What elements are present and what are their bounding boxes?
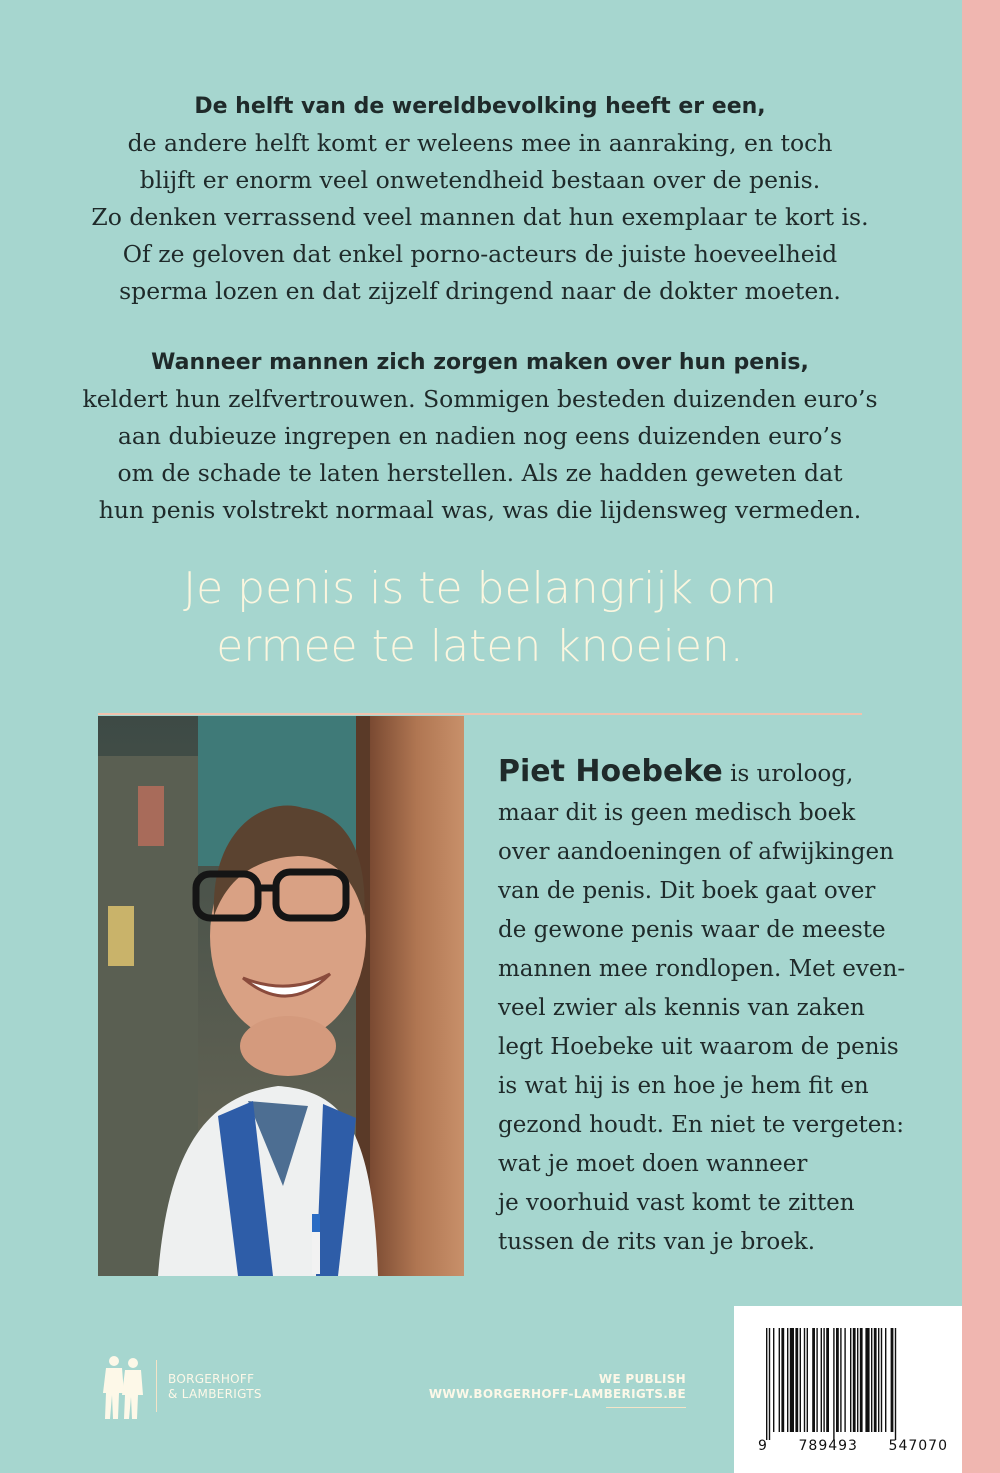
barcode-bar — [885, 1328, 886, 1432]
barcode-bar — [766, 1328, 767, 1440]
author-portrait-illustration — [98, 716, 464, 1276]
barcode-bar — [836, 1328, 839, 1432]
barcode-bar — [878, 1328, 879, 1432]
barcode-bar — [833, 1328, 834, 1440]
publisher-name — [168, 1372, 262, 1402]
tagline-line-1: Je penis is te belangrijk om — [183, 563, 777, 614]
barcode-bar — [881, 1328, 882, 1432]
barcode-bar — [857, 1328, 858, 1432]
barcode-bar — [804, 1328, 805, 1432]
barcode-bar — [853, 1328, 856, 1432]
barcode-bar — [807, 1328, 808, 1432]
barcode-bar — [874, 1328, 877, 1432]
blurb-line: Zo denken verrassend veel mannen dat hun exemplaar te kort is. — [91, 203, 869, 231]
blurb-lead-2: Wanneer mannen zich zorgen maken over hun penis, — [151, 350, 809, 375]
barcode-bar — [787, 1328, 788, 1432]
bio-first-line-rest: is uroloog, — [722, 761, 854, 787]
barcode-bar — [844, 1328, 845, 1432]
divider-rule — [98, 713, 862, 715]
bio-line: wat je moet doen wanneer — [498, 1151, 808, 1177]
bio-line: maar dit is geen medisch boek — [498, 800, 856, 826]
author-photo — [98, 716, 464, 1276]
bio-line: legt Hoebeke uit waarom de penis — [498, 1034, 899, 1060]
blurb-line: aan dubieuze ingrepen en nadien nog eens duizenden euro’s — [117, 422, 843, 450]
barcode-bar — [895, 1328, 896, 1440]
logo-separator — [156, 1360, 157, 1412]
barcode-digit-prefix: 9 — [758, 1438, 768, 1454]
tagline — [60, 560, 900, 676]
author-bio — [498, 752, 906, 1262]
barcode-bar — [826, 1328, 829, 1432]
bio-line: gezond houdt. En niet te vergeten: — [498, 1112, 904, 1138]
publisher-logo-icon — [100, 1355, 146, 1421]
blurb-line: sperma lozen en dat zijzelf dringend naar de dokter moeten. — [119, 277, 841, 305]
bio-line: veel zwier als kennis van zaken — [498, 995, 865, 1021]
bio-line: over aandoeningen of afwijkingen — [498, 839, 894, 865]
barcode-bars — [766, 1328, 946, 1440]
barcode-bar — [795, 1328, 798, 1432]
blurb-line: blijft er enorm veel onwetendheid bestaan over de penis. — [139, 166, 821, 194]
barcode-bar — [781, 1328, 784, 1432]
publisher-line-2: & LAMBERIGTS — [168, 1387, 262, 1401]
blurb-line: hun penis volstrekt normaal was, was die lijdensweg vermeden. — [98, 496, 862, 524]
website-underline — [606, 1407, 686, 1408]
barcode-bar — [769, 1328, 770, 1440]
blurb-line: de andere helft komt er weleens mee in aanraking, en toch — [127, 129, 833, 157]
barcode-bar — [871, 1328, 872, 1432]
barcode-bar — [860, 1328, 863, 1432]
bio-first-line — [498, 752, 878, 794]
author-name: Piet Hoebeke — [498, 754, 723, 789]
barcode-bar — [790, 1328, 794, 1432]
barcode-bar — [891, 1328, 894, 1432]
barcode — [734, 1306, 962, 1473]
publisher-website[interactable]: WWW.BORGERHOFF-LAMBERIGTS.BE — [428, 1387, 686, 1401]
blurb-paragraph-2 — [60, 344, 900, 529]
book-spine — [962, 0, 1000, 1473]
blurb-line: keldert hun zelfvertrouwen. Sommigen besteden duizenden euro’s — [82, 385, 878, 413]
barcode-bar — [773, 1328, 774, 1432]
bio-line: tussen de rits van je broek. — [498, 1229, 816, 1255]
publisher-slogan: WE PUBLISH — [598, 1372, 686, 1386]
barcode-bar — [812, 1328, 815, 1432]
bio-line: de gewone penis waar de meeste — [498, 917, 886, 943]
barcode-digits — [758, 1438, 948, 1454]
barcode-bar — [840, 1328, 841, 1432]
barcode-bar — [850, 1328, 851, 1432]
barcode-bar — [821, 1328, 822, 1432]
tagline-line-2: ermee te laten knoeien. — [216, 621, 744, 672]
publisher-line-1: BORGERHOFF — [168, 1372, 255, 1386]
barcode-bar — [800, 1328, 801, 1432]
blurb-paragraph-1 — [60, 88, 900, 310]
barcode-bar — [779, 1328, 780, 1432]
blurb-lead-1: De helft van de wereldbevolking heeft er een, — [194, 94, 766, 119]
blurb-line: Of ze geloven dat enkel porno-acteurs de juiste hoeveelheid — [122, 240, 838, 268]
barcode-bar — [823, 1328, 824, 1432]
bio-line: mannen mee rondlopen. Met even- — [498, 956, 906, 982]
barcode-digit-group-1: 789493 — [798, 1438, 858, 1454]
barcode-digit-group-2: 547070 — [888, 1438, 948, 1454]
bio-line: van de penis. Dit boek gaat over — [498, 878, 876, 904]
bio-line: is wat hij is en hoe je hem fit en — [498, 1073, 869, 1099]
bio-line: je voorhuid vast komt te zitten — [498, 1190, 855, 1216]
publisher-web — [386, 1372, 686, 1402]
barcode-bar — [865, 1328, 869, 1432]
blurb-line: om de schade te laten herstellen. Als ze hadden geweten dat — [117, 459, 843, 487]
barcode-bar — [816, 1328, 817, 1432]
